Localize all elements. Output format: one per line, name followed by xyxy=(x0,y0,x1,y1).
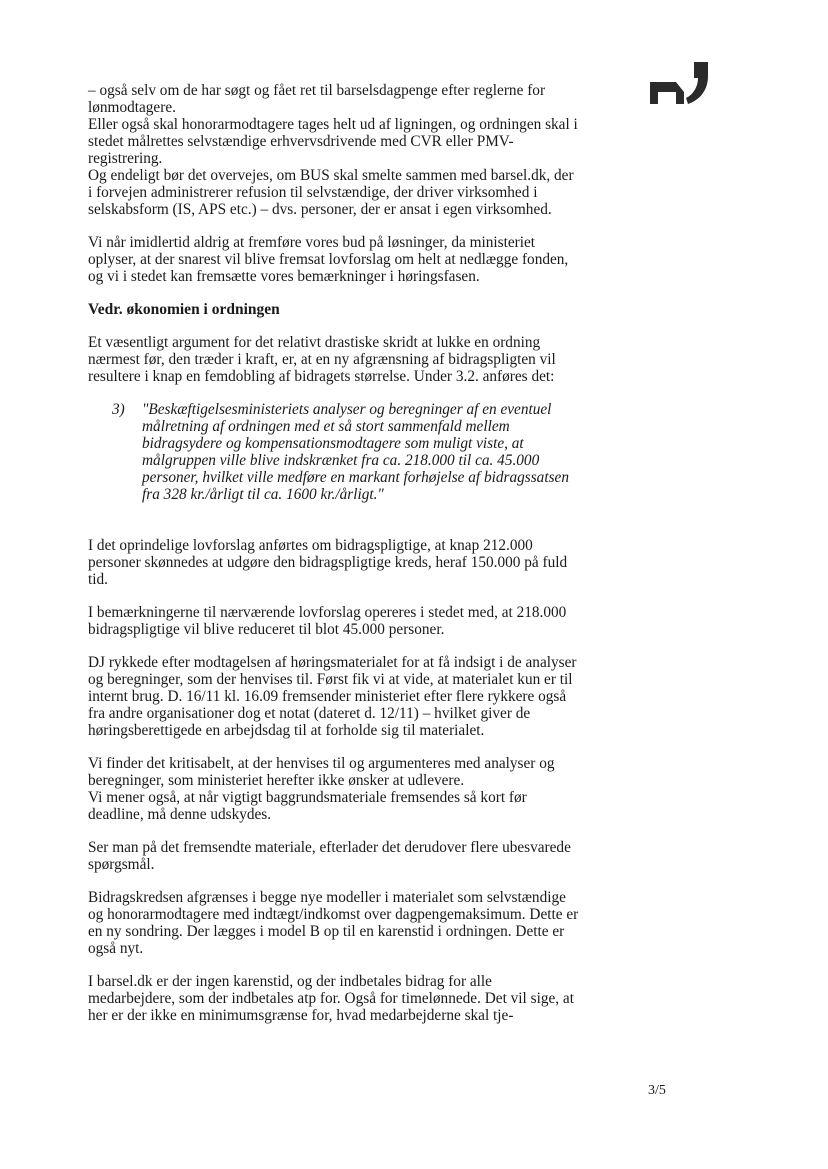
quote-text: "Beskæftigelsesministeriets analyser og beregninger af en eventuel målretning af ordningen med et så stort sammenfald mellem bidragsydere og kompensationsmodtagere som muligt viste, at målgruppen ville blive indskrænket fra ca. 218.000 til ca. 45.000 personer, hvilket ville medføre en markant forhøjelse af bidragssatsen fra 328 kr./årligt til ca. 1600 kr./årligt." xyxy=(142,401,569,503)
paragraph-5: Et væsentligt argument for det relativt drastiske skridt at lukke en ordning nærmest før, den træder i kraft, er, at en ny afgrænsning af bidragspligten vil resultere i knap en femdobling af bidragets størrelse. Under 3.2. anføres det: xyxy=(88,334,556,385)
letter-body xyxy=(88,82,580,1040)
paragraph-2: Eller også skal honorarmodtagere tages helt ud af ligningen, og ordningen skal i stedet målrettes selvstændige erhvervsdrivende med CVR eller PMV-registrering. xyxy=(88,116,578,167)
paragraph-9: Vi finder det kritisabelt, at der henvises til og argumenteres med analyser og beregninger, som ministeriet herefter ikke ønsker at udlevere. xyxy=(88,755,555,789)
paragraph-13: I barsel.dk er der ingen karenstid, og der indbetales bidrag for alle medarbejdere, som der indbetales atp for. Også for timelønnede. Det vil sige, at her er der ikke en minimumsgrænse for, hvad medarbejderne skal tje- xyxy=(88,973,574,1024)
quote-block xyxy=(112,401,580,503)
paragraph-1: – også selv om de har søgt og fået ret til barselsdagpenge efter reglerne for lønmodtagere. xyxy=(88,82,546,116)
paragraph-8: DJ rykkede efter modtagelsen af høringsmaterialet for at få indsigt i de analyser og beregninger, som der henvises til. Først fik vi at vide, at materialet kun er til internt brug. D. 16/11 kl. 16.09 fremsender ministeriet efter flere rykkere også fra andre organisationer dog et notat (dateret d. 12/11) – hvilket giver de høringsberettigede en arbejdsdag til at forholde sig til materialet. xyxy=(88,654,577,739)
paragraph-11: Ser man på det fremsendte materiale, efterlader det derudover flere ubesvarede spørgsmål. xyxy=(88,839,571,873)
quote-number: 3) xyxy=(112,401,125,418)
paragraph-12: Bidragskredsen afgrænses i begge nye modeller i materialet som selvstændige og honorarmodtagere med indtægt/indkomst over dagpengemaksimum. Dette er en ny sondring. Der lægges i model B op til en karenstid i ordningen. Dette er også nyt. xyxy=(88,889,579,957)
paragraph-7: I bemærkningerne til nærværende lovforslag opereres i stedet med, at 218.000 bidragspligtige vil blive reduceret til blot 45.000 personer. xyxy=(88,604,567,638)
section-heading: Vedr. økonomien i ordningen xyxy=(88,301,280,318)
page-number: 3/5 xyxy=(648,1083,666,1098)
paragraph-3: Og endeligt bør det overvejes, om BUS skal smelte sammen med barsel.dk, der i forvejen administrerer refusion til selvstændige, der driver virksomhed i selskabsform (IS, APS etc.) – dvs. personer, der er ansat i egen virksomhed. xyxy=(88,167,574,218)
paragraph-6: I det oprindelige lovforslag anførtes om bidragspligtige, at knap 212.000 personer skønnedes at udgøre den bidragspligtige kreds, heraf 150.000 på fuld tid. xyxy=(88,537,568,588)
dj-logo xyxy=(648,60,714,106)
paragraph-10: Vi mener også, at når vigtigt baggrundsmateriale fremsendes så kort før deadline, må denne udskydes. xyxy=(88,789,527,823)
paragraph-4: Vi når imidlertid aldrig at fremføre vores bud på løsninger, da ministeriet oplyser, at der snarest vil blive fremsat lovforslag om helt at nedlægge fonden, og vi i stedet kan fremsætte vores bemærkninger i høringsfasen. xyxy=(88,234,569,285)
